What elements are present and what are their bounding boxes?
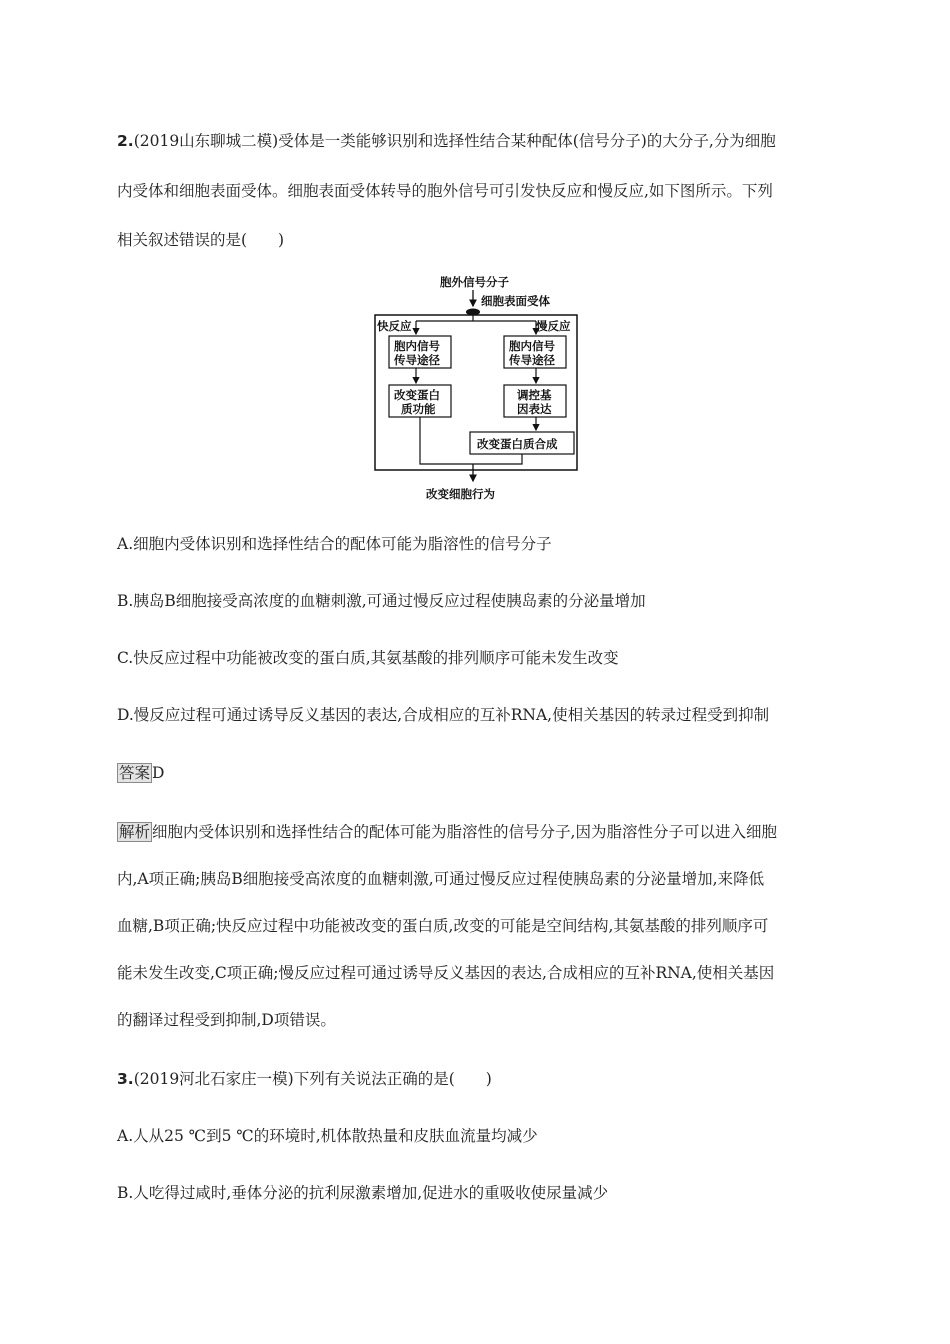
q2-stem-text-1: (2019山东聊城二模)受体是一类能够识别和选择性结合某种配体(信号分子)的大分子,分为细胞: [133, 132, 776, 150]
signal-molecule-label: 胞外信号分子: [440, 275, 509, 289]
q2-analysis-line-5: 的翻译过程受到抑制,D项错误。: [117, 1011, 336, 1029]
q2-analysis-line-3: 血糖,B项正确;快反应过程中功能被改变的蛋白质,改变的可能是空间结构,其氨基酸的排列顺序可: [117, 917, 769, 935]
q3-option-a[interactable]: A.人从25 ℃到5 ℃的环境时,机体散热量和皮肤血流量均减少: [117, 1127, 538, 1145]
fast-label: 快反应: [377, 319, 412, 333]
right-pathway-text-1: 胞内信号: [509, 339, 555, 353]
slow-label: 慢反应: [536, 319, 571, 333]
q3-stem-text: (2019河北石家庄一模)下列有关说法正确的是( ): [133, 1070, 492, 1088]
q2-stem-line-3: 相关叙述错误的是( ): [117, 231, 285, 249]
left-pathway-text-1: 胞内信号: [394, 339, 440, 353]
gene-expression-text-1: 调控基: [517, 388, 552, 402]
q2-stem-line-2: 内受体和细胞表面受体。细胞表面受体转导的胞外信号可引发快反应和慢反应,如下图所示。下列: [117, 182, 773, 200]
q2-stem-line-1: [117, 131, 776, 151]
q2-option-b[interactable]: B.胰岛B细胞接受高浓度的血糖刺激,可通过慢反应过程使胰岛素的分泌量增加: [117, 592, 646, 610]
protein-function-text-2: 质功能: [401, 402, 436, 416]
signal-pathway-diagram: [366, 272, 586, 504]
protein-function-text-1: 改变蛋白: [394, 388, 440, 402]
q2-option-d[interactable]: D.慢反应过程可通过诱导反义基因的表达,合成相应的互补RNA,使相关基因的转录过程受到抑制: [117, 706, 770, 724]
q2-analysis-line-4: 能未发生改变,C项正确;慢反应过程可通过诱导反义基因的表达,合成相应的互补RNA,使相关基因: [117, 964, 775, 982]
receptor-label: 细胞表面受体: [481, 294, 550, 308]
q2-option-c[interactable]: C.快反应过程中功能被改变的蛋白质,其氨基酸的排列顺序可能未发生改变: [117, 649, 619, 667]
q3-number: 3.: [117, 1070, 134, 1088]
q2-number: 2.: [117, 132, 134, 150]
gene-expression-text-2: 因表达: [517, 402, 552, 416]
q2-analysis-line-1: [117, 822, 777, 842]
q2-analysis-line-2: 内,A项正确;胰岛B细胞接受高浓度的血糖刺激,可通过慢反应过程使胰岛素的分泌量增加,来降低: [117, 870, 765, 888]
q2-option-a[interactable]: A.细胞内受体识别和选择性结合的配体可能为脂溶性的信号分子: [117, 535, 552, 553]
q3-stem: [117, 1069, 492, 1089]
q3-option-b[interactable]: B.人吃得过咸时,垂体分泌的抗利尿激素增加,促进水的重吸收使尿量减少: [117, 1184, 609, 1202]
answer-tag: 答案: [119, 764, 151, 782]
analysis-text-1: 细胞内受体识别和选择性结合的配体可能为脂溶性的信号分子,因为脂溶性分子可以进入细胞: [152, 823, 777, 841]
cell-behavior-label: 改变细胞行为: [426, 487, 495, 501]
analysis-tag: 解析: [119, 823, 151, 841]
protein-synthesis-text: 改变蛋白质合成: [477, 437, 558, 451]
q2-answer: [117, 763, 164, 783]
answer-value: D: [152, 764, 165, 782]
right-pathway-text-2: 传导途径: [509, 353, 555, 367]
left-pathway-text-2: 传导途径: [394, 353, 440, 367]
